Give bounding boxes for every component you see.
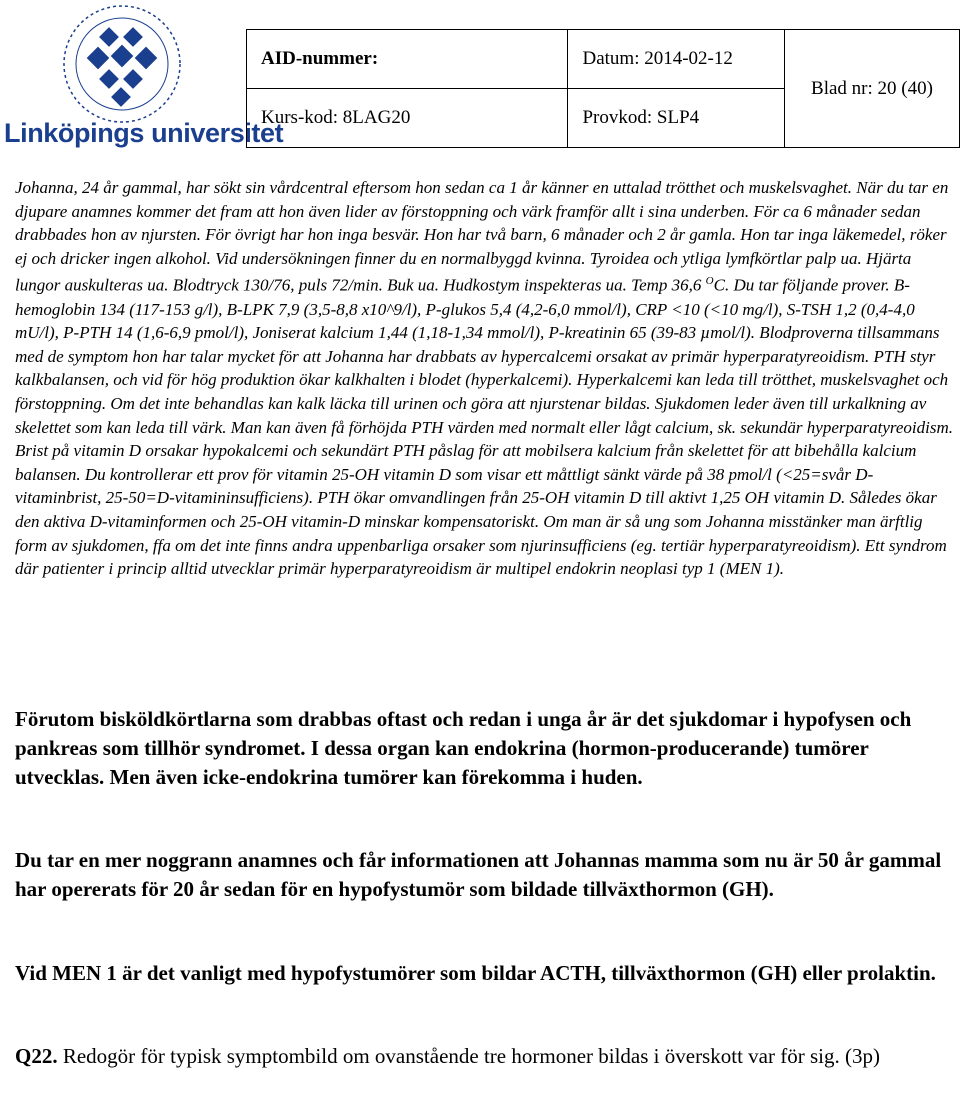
syndrome-paragraph: Förutom bisköldkörtlarna som drabbas oftast och redan i unga år är det sjukdomar i hypofysen och pankreas som tillhör syndromet. I dessa organ kan endokrina (hormon-producerande) tumörer utvecklas. Men även icke-endokrina tumörer kan förekomma i huden.	[15, 707, 912, 789]
question-22	[15, 1042, 955, 1071]
case-text-part2: C. Du tar följande prover. B-hemoglobin 134 (117-153 g/l), B-LPK 7,9 (3,5-8,8 x10^9/l), P-glukos 5,4 (4,2-6,0 mmol/l), CRP <10 (<10 mg/l), S-TSH 1,2 (0,4-4,0 mU/l), P-PTH 14 (1,6-6,9 pmol/l), Joniserat kalcium 1,44 (1,18-1,34 mmol/l), P-kreatinin 65 (39-83 µmol/l). Blodproverna tillsammans med de symptom hon har talar mycket för att Johanna har drabbats av hypercalcemi orsakat av primär hyperparatyreoidism. PTH styr kalkbalansen, och vid för hög produktion ökar kalkhalten i blodet (hyperkalcemi). Hyperkalcemi kan leda till trötthet, muskelsvaghet och förstoppning. Om det inte behandlas kan kalk läcka till urinen och göra att njurstenar bildas. Sjukdomen leder även till urkalkning av skelettet som kan leda till värk. Man kan även få förhöjda PTH värden med normalt eller lågt calcium, sk. sekundär hyperparatyreoidism. Brist på vitamin D orsakar hypokalcemi och sekundärt PTH påslag för att mobilsera kalcium från skelettet för att bibehålla kalcium balansen. Du kontrollerar ett prov för vitamin 25-OH vitamin D som visar ett måttligt sänkt värde på 38 pmol/l (<25=svår D-vitaminbrist, 25-50=D-vitamininsufficiens). PTH ökar omvandlingen från 25-OH vitamin D till aktivt 1,25 OH vitamin D. Således ökar den aktiva D-vitaminformen och 25-OH vitamin-D minskar kompensatoriskt. Om man är så ung som Johanna misstänker man ärftlig form av sjukdomen, ffa om det inte finns andra uppenbarliga orsaker som njurinsufficiens (eg. tertiär hyperparatyreoidism). Ett syndrom där patienter i princip alltid utvecklar primär hyperparatyreoidism är multipel endokrin neoplasi typ 1 (MEN 1).	[15, 276, 953, 579]
case-text-part1: Johanna, 24 år gammal, har sökt sin vårdcentral eftersom hon sedan ca 1 år känner en uttalad trötthet och muskelsvaghet. När du tar en djupare anamnes kommer det fram att hon även lider av förstoppning och värk framför allt i sina underben. För ca 6 månader sedan drabbades hon av njursten. För övrigt har hon inga besvär. Hon har två barn, 6 månader och 2 år gamla. Hon tar inga läkemedel, röker ej och dricker ingen alkohol. Vid undersökningen finner du en normalbyggd kvinna. Tyroidea och ytliga lymfkörtlar palp ua. Hjärta lungor auskulteras ua. Blodtryck 130/76, puls 72/min. Buk ua. Hudkostym inspekteras ua. Temp 36,6	[15, 178, 949, 296]
family-history-paragraph: Du tar en mer noggrann anamnes och får informationen att Johannas mamma som nu är 50 år gammal har opererats för 20 år sedan för en hypofystumör som bildade tillväxthormon (GH).	[15, 848, 942, 901]
degree-mark: O	[705, 275, 714, 288]
case-description	[15, 176, 955, 581]
question-label: Q22.	[15, 1044, 58, 1068]
university-name: Linköpings universitet	[4, 118, 284, 148]
men1-paragraph: Vid MEN 1 är det vanligt med hypofystumörer som bildar ACTH, tillväxthormon (GH) eller prolaktin.	[15, 961, 936, 985]
course-code: Kurs-kod: 8LAG20	[247, 89, 568, 148]
page-header	[0, 0, 960, 160]
exam-date: Datum: 2014-02-12	[568, 30, 784, 89]
exam-code: Provkod: SLP4	[568, 89, 784, 148]
question-text: Redogör för typisk symptombild om ovanstående tre hormoner bildas i överskott var för sig. (3p)	[57, 1044, 880, 1068]
exam-info-table	[246, 29, 960, 148]
sheet-number: Blad nr: 20 (40)	[784, 30, 959, 148]
aid-number-label: AID-nummer:	[247, 30, 568, 89]
